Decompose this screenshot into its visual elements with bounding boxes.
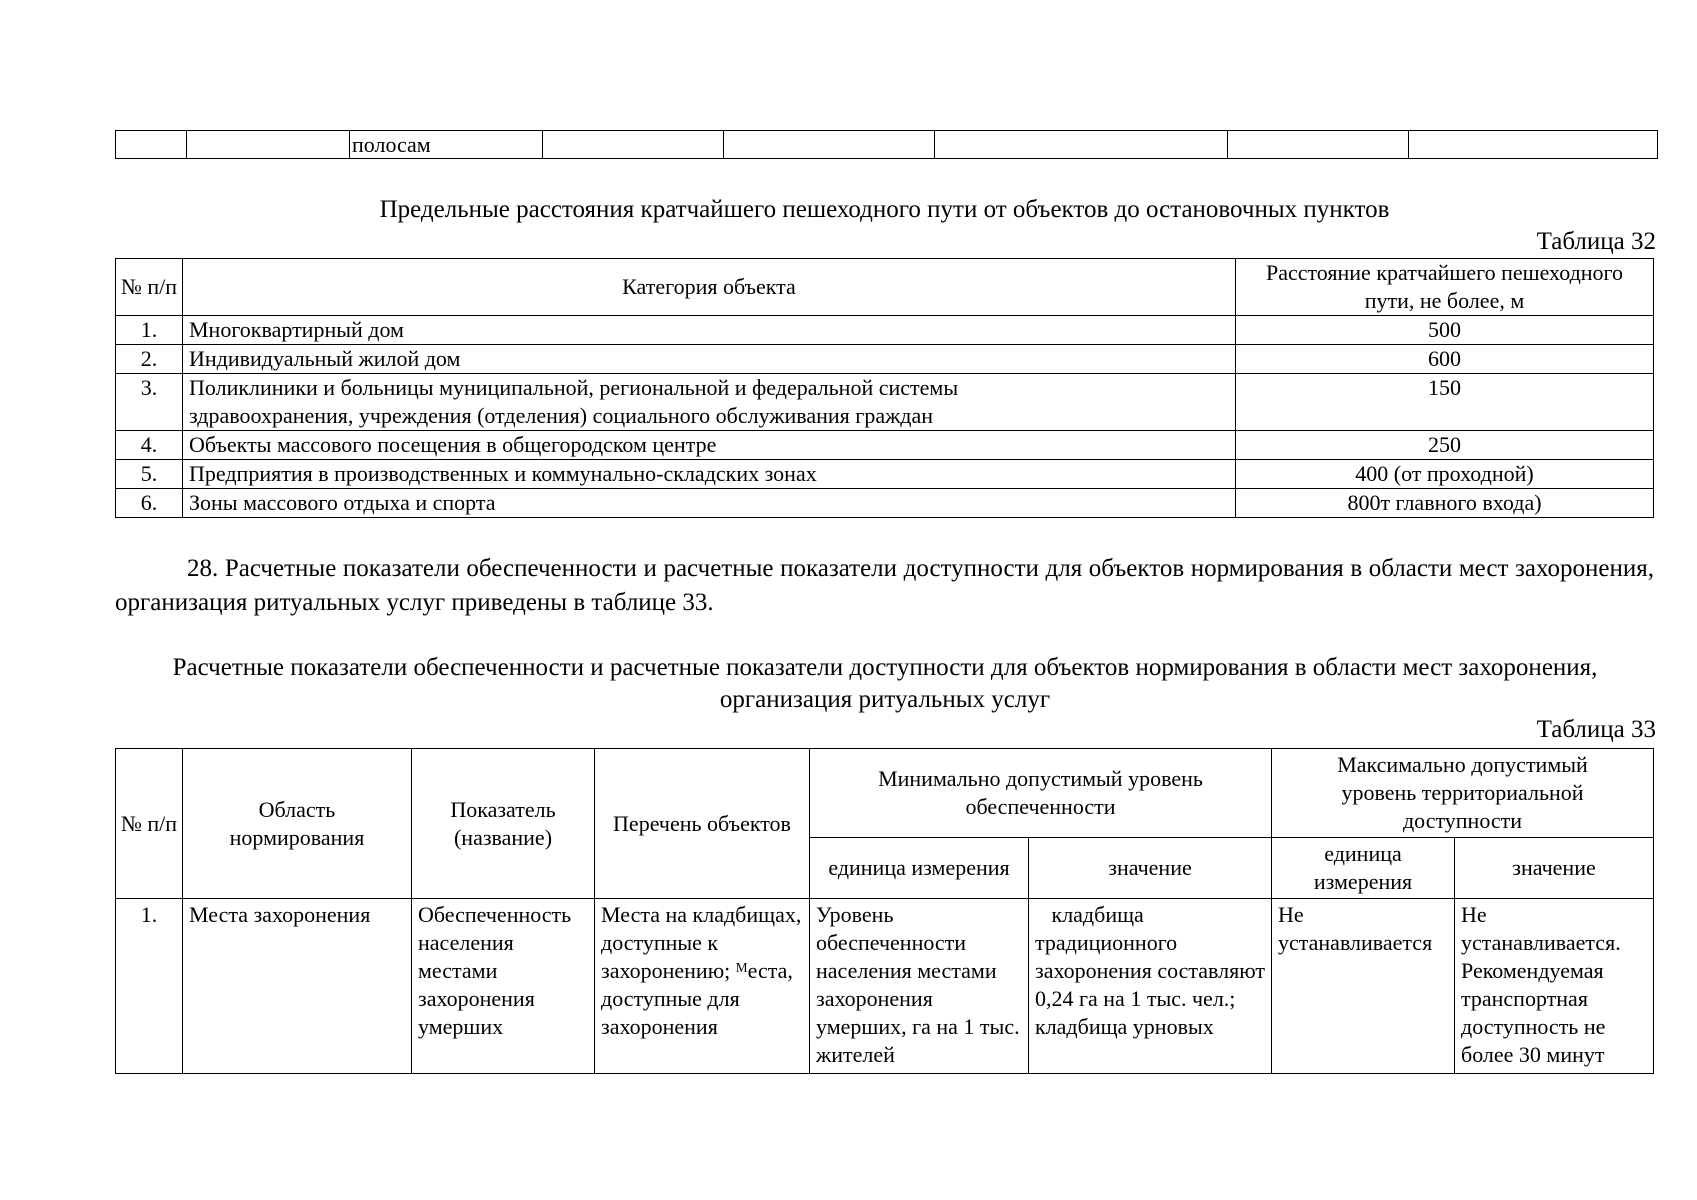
- row-category: Предприятия в производственных и коммунально-складских зонах: [183, 460, 1236, 489]
- table33-label: Таблица 33: [1536, 716, 1656, 743]
- table32: [115, 258, 1654, 518]
- header-unit1: единица измерения: [810, 838, 1029, 899]
- row-unit2: Не устанавливается: [1272, 899, 1455, 1074]
- row-value2: Не устанавливается. Рекомендуемая транспортная доступность не более 30 минут: [1455, 899, 1654, 1074]
- table-row: [116, 431, 1654, 460]
- header-num: № п/п: [116, 259, 183, 316]
- table-row: [116, 489, 1654, 518]
- row-objects: Места на кладбищах, доступные к захоронению; ᴹеста, доступные для захоронения: [595, 899, 810, 1074]
- row-distance: 250: [1236, 431, 1654, 460]
- table-cell: [1409, 131, 1658, 159]
- table-row: [116, 374, 1654, 431]
- table-cell: [1228, 131, 1409, 159]
- table32-label: Таблица 32: [1536, 228, 1656, 255]
- row-num: 4.: [116, 431, 183, 460]
- row-num: 5.: [116, 460, 183, 489]
- header-objects: Перечень объектов: [595, 749, 810, 899]
- table-cell: [543, 131, 724, 159]
- header-value1: значение: [1029, 838, 1272, 899]
- row-category: Зоны массового отдыха и спорта: [183, 489, 1236, 518]
- table-row: [116, 345, 1654, 374]
- row-distance: 400 (от проходной): [1236, 460, 1654, 489]
- row-num: 2.: [116, 345, 183, 374]
- row-category: Индивидуальный жилой дом: [183, 345, 1236, 374]
- header-distance: Расстояние кратчайшего пешеходного пути, не более, м: [1236, 259, 1654, 316]
- table33-heading: Расчетные показатели обеспеченности и расчетные показатели доступности для объектов нормирования в области мест захоронения, организация ритуальных услуг: [172, 654, 1598, 713]
- header-value2: значение: [1455, 838, 1654, 899]
- row-num: 3.: [116, 374, 183, 431]
- table-cell: [935, 131, 1228, 159]
- table-cell: [724, 131, 935, 159]
- table-cell: полосам: [350, 131, 543, 159]
- row-value1: кладбища традиционного захоронения составляют 0,24 га на 1 тыс. чел.; кладбища урновых: [1029, 899, 1272, 1074]
- row-num: 1.: [116, 899, 183, 1074]
- row-distance: 500: [1236, 316, 1654, 345]
- table-row: [116, 316, 1654, 345]
- table-cell: [187, 131, 350, 159]
- table-cell: [116, 131, 187, 159]
- table-row: [116, 899, 1654, 1074]
- header-min-level: Минимально допустимый уровень обеспеченности: [810, 749, 1272, 838]
- row-num: 6.: [116, 489, 183, 518]
- row-distance: 150: [1236, 374, 1654, 431]
- header-indicator: Показатель (название): [412, 749, 595, 899]
- table-header-row: [116, 749, 1654, 838]
- row-category: Поликлиники и больницы муниципальной, региональной и федеральной системы здравоохранения, учреждения (отделения) социального обслуживания граждан: [183, 374, 1236, 431]
- table-row: [116, 460, 1654, 489]
- row-distance: 800т главного входа): [1236, 489, 1654, 518]
- previous-table-fragment: [115, 130, 1658, 159]
- row-category: Объекты массового посещения в общегородском центре: [183, 431, 1236, 460]
- table33: [115, 748, 1654, 1074]
- row-distance: 600: [1236, 345, 1654, 374]
- header-unit2: единица измерения: [1272, 838, 1455, 899]
- header-category: Категория объекта: [183, 259, 1236, 316]
- row-num: 1.: [116, 316, 183, 345]
- table32-heading: Предельные расстояния кратчайшего пешеходного пути от объектов до остановочных пунктов: [379, 196, 1390, 223]
- row-area: Места захоронения: [183, 899, 412, 1074]
- header-max-level: Максимально допустимый уровень территориальной доступности: [1272, 749, 1654, 838]
- header-num: № п/п: [116, 749, 183, 899]
- table-row: [116, 131, 1658, 159]
- table-header-row: [116, 259, 1654, 316]
- header-area: Область нормирования: [183, 749, 412, 899]
- row-category: Многоквартирный дом: [183, 316, 1236, 345]
- row-unit1: Уровень обеспеченности населения местами захоронения умерших, га на 1 тыс. жителей: [810, 899, 1029, 1074]
- row-indicator: Обеспеченность населения местами захоронения умерших: [412, 899, 595, 1074]
- paragraph-28: 28. Расчетные показатели обеспеченности и расчетные показатели доступности для объектов нормирования в области мест захоронения, организация ритуальных услуг приведены в таблице 33.: [115, 555, 1654, 616]
